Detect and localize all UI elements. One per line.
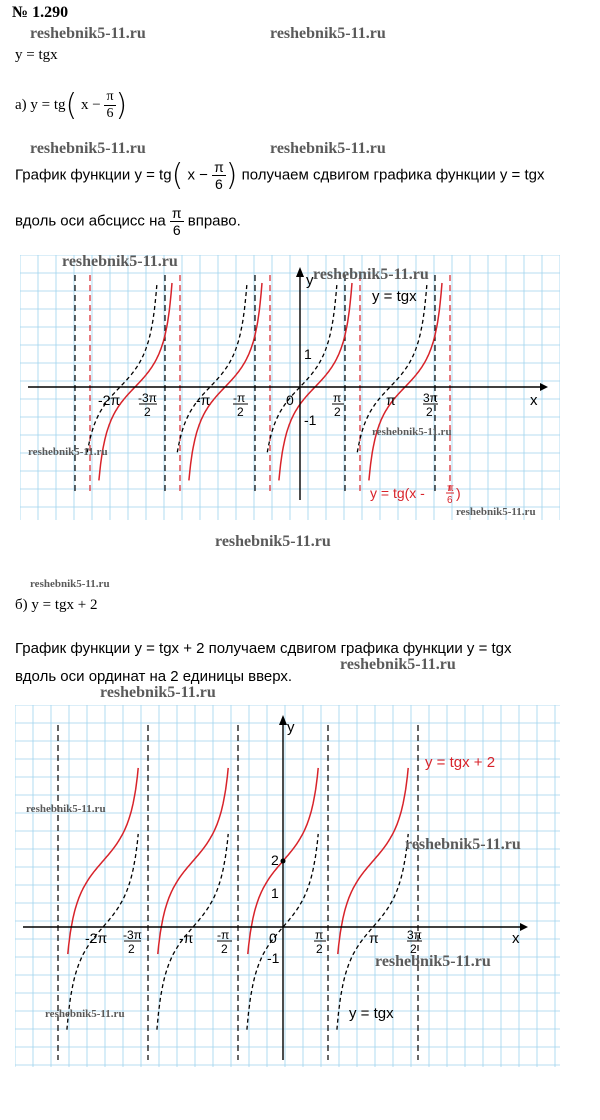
graph-a [20, 255, 560, 520]
watermark: reshebnik5-11.ru [372, 426, 452, 438]
watermark: reshebnik5-11.ru [375, 953, 491, 970]
tick-minus-one: -1 [304, 412, 317, 428]
tick-neg2pi: -2π [85, 930, 108, 946]
problem-number: № 1.290 [12, 4, 69, 21]
tick-3pi2-num: 3π [407, 928, 422, 942]
legend-shifted [370, 483, 461, 506]
watermark: reshebnik5-11.ru [28, 446, 108, 458]
tick-two: 2 [271, 852, 279, 868]
legend-shifted: y = tgx + 2 [425, 754, 496, 771]
curve-tgx [267, 283, 337, 452]
watermark: reshebnik5-11.ru [313, 266, 429, 283]
tick-negpi2-num: -π [233, 391, 246, 405]
part-b-desc-line2: вдоль оси ординат на 2 единицы вверх. [15, 668, 293, 685]
tick-negpi2-num: -π [217, 928, 230, 942]
x-axis-label: x [512, 930, 520, 947]
desc-line2-prefix: вдоль оси абсцисс на [15, 212, 166, 230]
tick-pi2-num: π [315, 928, 324, 942]
watermark: reshebnik5-11.ru [62, 253, 178, 270]
watermark: reshebnik5-11.ru [30, 578, 110, 590]
watermark: reshebnik5-11.ru [45, 1008, 125, 1020]
graph-a-curves [87, 283, 442, 480]
watermark: reshebnik5-11.ru [270, 140, 386, 157]
watermark: reshebnik5-11.ru [270, 25, 386, 42]
curve-tgx [87, 283, 157, 452]
desc-minus: − [199, 166, 208, 184]
part-a-description-line2 [15, 205, 241, 238]
tick-minus-one: -1 [267, 950, 280, 966]
tick-zero: 0 [286, 392, 294, 408]
base-function: y = tgx [15, 47, 58, 63]
y-axis-label: y [287, 719, 295, 736]
tick-negpi: -π [196, 392, 211, 408]
tick-one: 1 [304, 346, 312, 362]
y-axis-arrow [296, 267, 304, 277]
tick-neg3pi2-num: -3π [138, 391, 157, 405]
part-b-desc-line1: График функции y = tgx + 2 получаем сдвигом графика функции y = tgx [15, 640, 512, 657]
legend-tgx: y = tgx [349, 1005, 394, 1022]
part-a-arg-var: x [81, 96, 89, 113]
tick-zero: 0 [269, 930, 277, 946]
tick-negpi2-den: 2 [221, 942, 228, 956]
watermark: reshebnik5-11.ru [26, 803, 106, 815]
pi-over-6-fraction: $\frac{\pi}{6}$ [214, 159, 224, 192]
watermark: reshebnik5-11.ru [405, 836, 521, 853]
svg-text:π: π [447, 483, 454, 494]
tick-one: 1 [271, 885, 279, 901]
tick-neg2pi: -2π [98, 392, 121, 408]
curve-tgx [177, 283, 247, 452]
svg-text:6: 6 [447, 495, 453, 506]
tick-3pi2-num: 3π [423, 391, 438, 405]
x-axis-arrow [540, 383, 548, 391]
pi-over-6-fraction: $\frac{\pi}{6}$ [171, 205, 182, 238]
watermark: reshebnik5-11.ru [100, 684, 216, 701]
y-axis-label: y [306, 272, 314, 289]
legend-tgx: y = tgx [372, 288, 417, 305]
tick-neg3pi2-den: 2 [144, 405, 151, 419]
watermark: reshebnik5-11.ru [215, 533, 331, 550]
part-b-label: б) y = tgx + 2 [15, 597, 98, 613]
part-a-label: а) y = tg [15, 96, 66, 113]
tick-neg3pi2-num: -3π [123, 928, 142, 942]
tick-pi: π [369, 930, 379, 946]
watermark: reshebnik5-11.ru [340, 656, 456, 673]
tick-pi2-den: 2 [316, 942, 323, 956]
desc-suffix: получаем сдвигом графика функции y = tgx [241, 166, 545, 184]
watermark: reshebnik5-11.ru [30, 140, 146, 157]
part-a-description: График функции y = tg( x − $\frac{\pi}{6}$ ) получаем сдвигом графика функции y = tgx [15, 158, 545, 193]
part-a-formula: а) y = tg( x − $\frac{\pi}{6}$ ) [15, 88, 128, 123]
tick-neg3pi2-den: 2 [128, 942, 135, 956]
tick-3pi2-den: 2 [410, 942, 417, 956]
tick-pi2-den: 2 [334, 405, 341, 419]
desc-line2-suffix: вправо. [187, 212, 241, 230]
x-axis-arrow [520, 923, 528, 931]
tick-negpi: -π [179, 930, 194, 946]
part-a-minus: − [92, 96, 101, 113]
tick-pi: π [386, 392, 396, 408]
tick-pi2-num: π [333, 391, 342, 405]
watermark: reshebnik5-11.ru [456, 506, 536, 518]
tick-3pi2-den: 2 [426, 405, 433, 419]
tick-negpi2-den: 2 [237, 405, 244, 419]
graph-a-asymptotes [75, 275, 450, 495]
desc-arg-var: x [187, 166, 195, 184]
svg-text:y = tg(x -: y = tg(x - [370, 485, 425, 501]
watermark: reshebnik5-11.ru [30, 25, 146, 42]
pi-over-6-fraction: $\frac{\pi}{6}$ [106, 89, 114, 121]
desc-prefix: График функции y = tg [15, 166, 172, 184]
svg-text:): ) [456, 485, 461, 501]
x-axis-label: x [530, 392, 538, 409]
y-axis-arrow [279, 715, 287, 725]
